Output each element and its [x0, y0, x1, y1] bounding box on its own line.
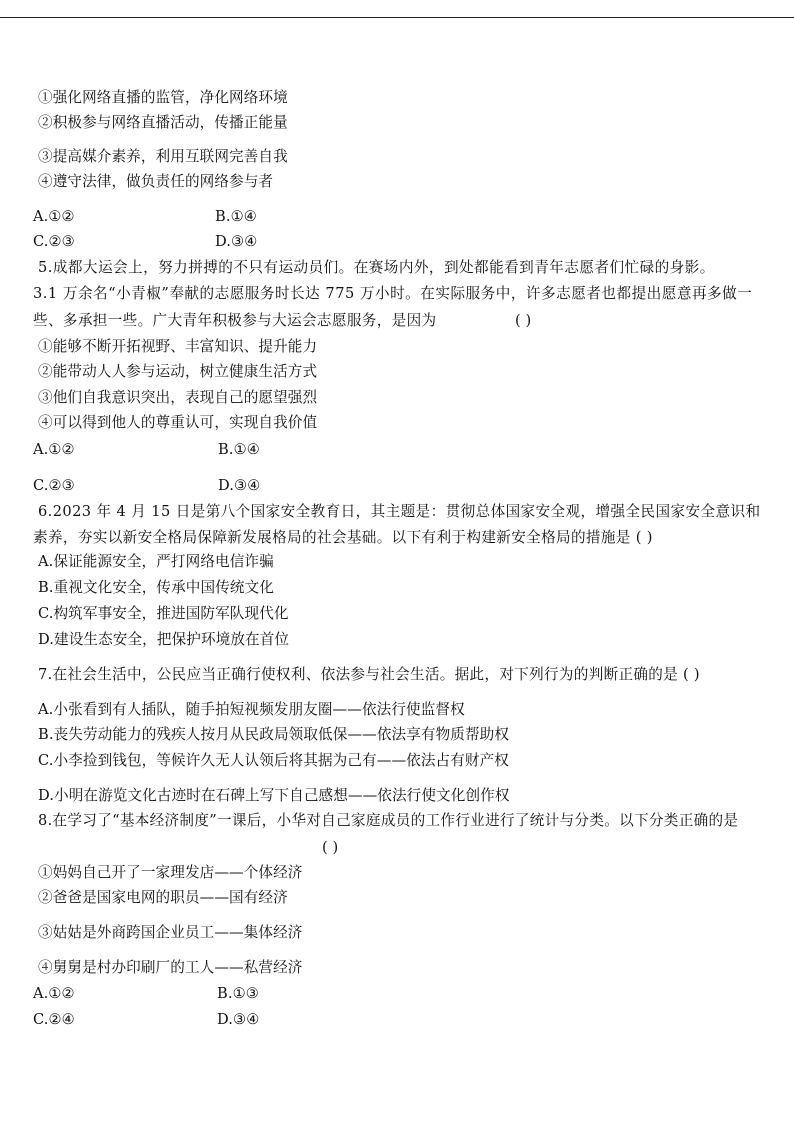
q8-option-c: C.②④	[33, 1011, 75, 1028]
q5-item-4: ④可以得到他人的尊重认可，实现自我价值	[38, 414, 318, 431]
q8-option-a: A.①②	[33, 985, 75, 1002]
q8-item-4: ④舅舅是村办印刷厂的工人——私营经济	[38, 959, 303, 976]
q5-item-3: ③他们自我意识突出，表现自己的愿望强烈	[38, 389, 318, 406]
q4-option-b: B.①④	[215, 208, 257, 225]
q7-option-a: A.小张看到有人插队，随手拍短视频发朋友圈——依法行使监督权	[38, 701, 465, 718]
q8-stem-line-1: 8.在学习了“基本经济制度”一课后，小华对自己家庭成员的工作行业进行了统计与分类。以下分类正确的是	[38, 812, 739, 829]
q8-item-3: ③姑姑是外商跨国企业员工——集体经济	[38, 924, 303, 941]
q5-option-d: D.③④	[218, 477, 261, 494]
q8-option-b: B.①③	[217, 985, 259, 1002]
q6-option-b: B.重视文化安全，传承中国传统文化	[38, 579, 274, 596]
q5-stem-line-2: 3.1 万余名“小青椒”奉献的志愿服务时长达 775 万小时。在实际服务中，许多志愿者也都提出愿意再多做一	[33, 285, 753, 302]
q6-stem-line-1: 6.2023 年 4 月 15 日是第八个国家安全教育日，其主题是：贯彻总体国家安全观，增强全民国家安全意识和	[38, 503, 761, 520]
q8-option-d: D.③④	[217, 1011, 260, 1028]
q6-option-a: A.保证能源安全，严打网络电信诈骗	[38, 553, 274, 570]
q5-item-2: ②能带动人人参与运动，树立健康生活方式	[38, 363, 318, 380]
q8-item-1: ①妈妈自己开了一家理发店——个体经济	[38, 864, 303, 881]
q4-option-c: C.②③	[33, 233, 75, 250]
q5-option-c: C.②③	[33, 477, 75, 494]
q6-option-c: C.构筑军事安全，推进国防军队现代化	[38, 605, 289, 622]
q4-option-d: D.③④	[215, 233, 258, 250]
q7-option-d: D.小明在游览文化古迹时在石碑上写下自己感想——依法行使文化创作权	[38, 787, 510, 804]
q5-answer-blank: ( )	[515, 312, 532, 329]
q4-item-3: ③提高媒介素养，利用互联网完善自我	[38, 148, 288, 165]
q4-item-1: ①强化网络直播的监管，净化网络环境	[38, 89, 288, 106]
q5-item-1: ①能够不断开拓视野、丰富知识、提升能力	[38, 338, 318, 355]
q7-option-c: C.小李捡到钱包，等候许久无人认领后将其据为己有——依法占有财产权	[38, 752, 509, 769]
q6-option-d: D.建设生态安全，把保护环境放在首位	[38, 631, 290, 648]
q5-stem-line-1: 5.成都大运会上，努力拼搏的不只有运动员们。在赛场内外，到处都能看到青年志愿者们忙碌的身影。	[38, 259, 715, 276]
q5-stem-line-3: 些、多承担一些。广大青年积极参与大运会志愿服务，是因为	[33, 312, 437, 329]
q7-option-b: B.丧失劳动能力的残疾人按月从民政局领取低保——依法享有物质帮助权	[38, 726, 510, 743]
q4-option-a: A.①②	[33, 208, 75, 225]
q8-item-2: ②爸爸是国家电网的职员——国有经济	[38, 889, 288, 906]
q4-item-4: ④遵守法律，做负责任的网络参与者	[38, 173, 274, 190]
q4-item-2: ②积极参与网络直播活动，传播正能量	[38, 114, 288, 131]
q7-stem-line-1: 7.在社会生活中，公民应当正确行使权利、依法参与社会生活。据此，对下列行为的判断正确的是 ( )	[38, 666, 700, 683]
q5-option-a: A.①②	[33, 441, 75, 458]
q8-answer-blank: ( )	[322, 839, 339, 856]
q6-stem-line-2: 素养，夯实以新安全格局保障新发展格局的社会基础。以下有利于构建新安全格局的措施是 ( )	[33, 529, 653, 546]
q5-option-b: B.①④	[218, 441, 260, 458]
